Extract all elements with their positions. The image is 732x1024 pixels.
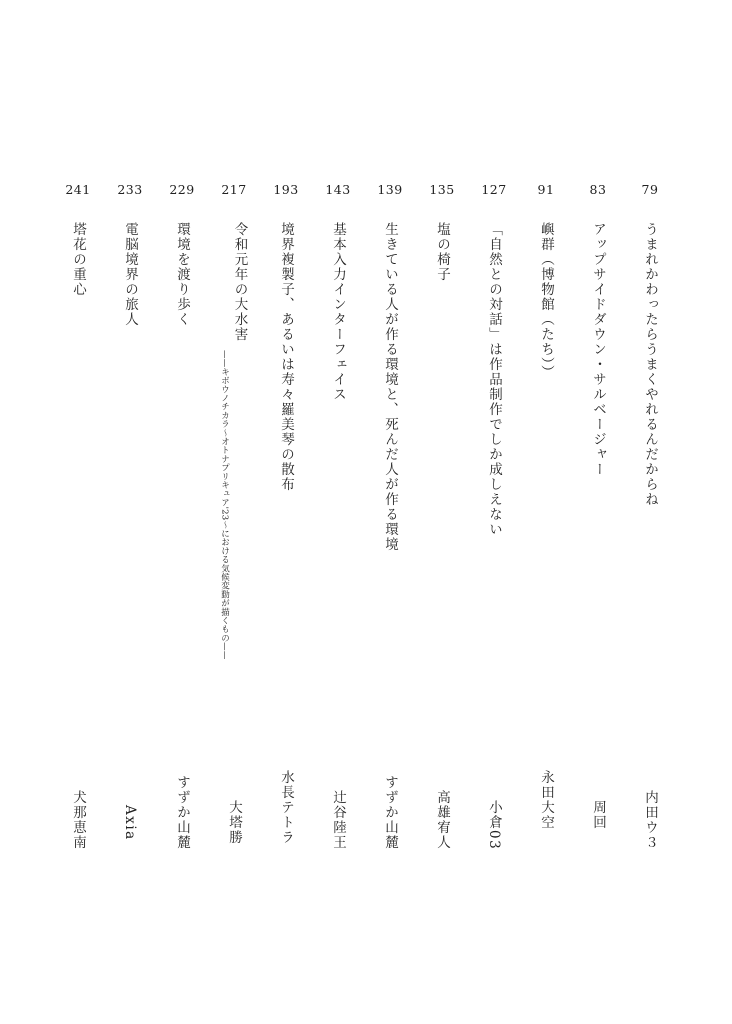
story-title: 塩の椅子 [434,222,450,282]
toc-entry [578,0,618,1024]
page-number: 79 [641,182,659,197]
page-number: 91 [537,182,555,197]
toc-entry [58,0,98,1024]
toc-entry [422,0,462,1024]
author-name: 高雄宥人 [434,790,450,850]
author-name: 周回 [590,800,606,830]
toc-entry [318,0,358,1024]
toc-entry [474,0,514,1024]
story-title: 生きている人が作る環境と、死んだ人が作る環境 [382,222,398,552]
page-number: 233 [117,182,143,197]
author-name: すずか山麓 [174,775,190,850]
toc-entry [110,0,150,1024]
toc-entry [162,0,202,1024]
story-title: 基本入力インターフェイス [330,222,346,402]
page-number: 83 [589,182,607,197]
toc-entry [630,0,670,1024]
toc-entry [266,0,306,1024]
story-title: 「自然との対話」は作品制作でしか成しえない [486,222,502,537]
author-name: 永田大空 [538,770,554,830]
page-number: 229 [169,182,195,197]
author-name: 水長テトラ [278,770,294,845]
story-title: アップサイドダウン・サルベージャー [590,222,606,477]
page-number: 193 [273,182,299,197]
author-name: 犬那恵南 [70,790,86,850]
toc-entry [526,0,566,1024]
story-title: 環境を渡り歩く [174,222,190,327]
story-title: うまれかわったらうまくやれるんだからね [642,222,658,507]
author-name: Axia [122,805,138,841]
page-number: 139 [377,182,403,197]
page-number: 143 [325,182,351,197]
story-title: 令和元年の大水害 [231,222,248,342]
story-title: 境界複製子、あるいは寿々羅美琴の散布 [278,222,294,492]
page-number: 241 [65,182,91,197]
story-title: 塔花の重心 [70,222,86,297]
toc-entry [370,0,410,1024]
story-subtitle: ——キボウノチカラ～オトナプリキュア'23～における気候変動が描くもの—— [219,350,230,660]
author-name: 小倉03 [486,800,502,851]
story-title: 嶼群（博物館（たち）） [538,222,554,381]
story-title: 電脳境界の旅人 [122,222,138,327]
author-name: 辻谷陸王 [330,790,346,850]
page-number: 127 [481,182,507,197]
page-number: 217 [221,182,247,197]
author-name: すずか山麓 [382,775,398,850]
page-number: 135 [429,182,455,197]
author-name: 大塔勝 [226,800,242,845]
toc-entry [214,0,254,1024]
author-name: 内田ウ３ [642,790,658,850]
